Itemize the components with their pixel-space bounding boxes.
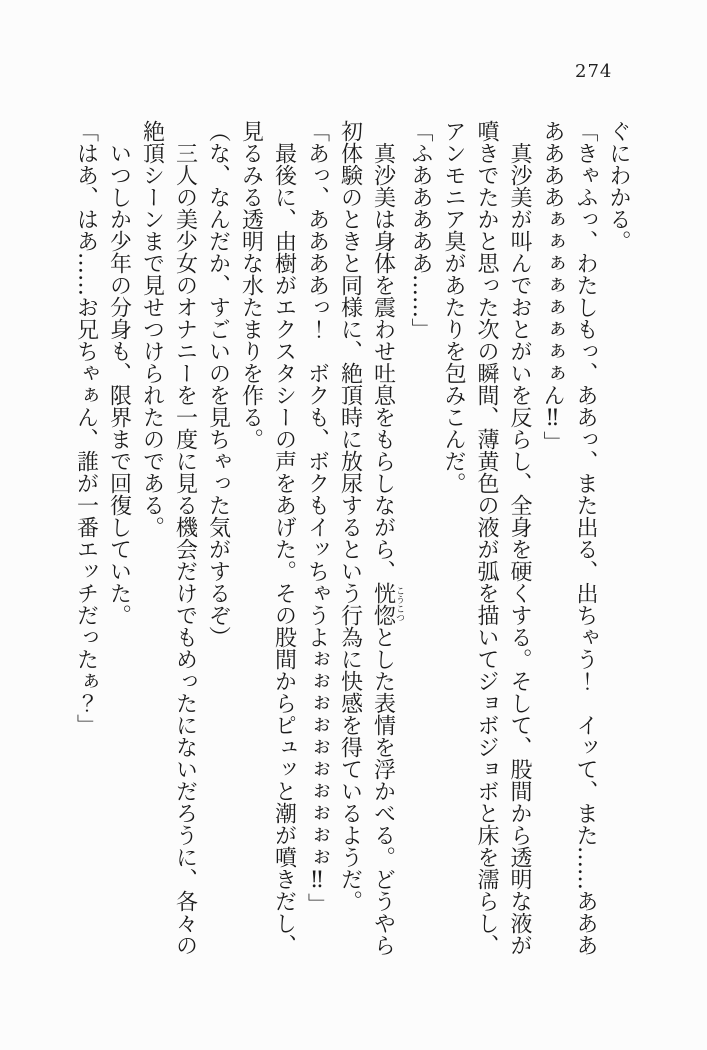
text-run-after-ruby: とした表情を浮かべる。どうやら初体験のときと同様に、絶頂時に放尿するという行為に快感を得ているようだ。 <box>337 120 396 956</box>
paragraph-dialogue-question: 「はあ、はあ……お兄ちゃぁん、誰が一番エッチだったぁ？」 <box>73 120 99 736</box>
furigana-ruby <box>370 582 404 626</box>
paragraph-narration: いつしか少年の分身も、限界まで回復していた。 <box>106 120 132 626</box>
paragraph-narration: 真沙美が叫んでおとがいを反らし、全身を硬くする。そして、股間から透明な液が噴きでたかと思った次の瞬間、薄黄色の液が弧を描いてジョボジョボと床を濡らし、アンモニア臭があたりを包みこんだ。 <box>441 120 532 956</box>
paragraph-dialogue-yuki-scream: 「あっ、ああああっ！ ボクも、ボクもイッちゃうよぉぉぉぉぉぉぉぉぉぉ‼」 <box>304 120 330 915</box>
paragraph-narration: 三人の美少女のオナニーを一度に見る機会だけでもめったにないだろうに、各々の絶頂シーンまで見せつけられたのである。 <box>139 120 198 956</box>
text-block <box>70 120 636 956</box>
paragraph-narration-with-ruby <box>334 120 405 956</box>
paragraph-inner-thought: （な、なんだか、すごいのを見ちゃった気がするぞ） <box>205 120 231 648</box>
paragraph-continuation: ぐにわかる。 <box>606 120 631 252</box>
paragraph-dialogue-sigh: 「ふあああああ……」 <box>408 120 433 340</box>
paragraph-narration: 最後に、由樹がエクスタシーの声をあげた。その股間からピュッと潮が噴きだし、見るみる透明な水たまりを作る。 <box>238 120 297 956</box>
paragraph-dialogue-masami-scream: 「きゃふっ、わたしもっ、ああっ、また出る、出ちゃう！ イッて、また……あああああああぁぁぁぁぁぁぁぁん‼」 <box>540 120 598 956</box>
text-run-before-ruby: 真沙美は身体を震わせ吐息をもらしながら、 <box>370 120 396 582</box>
ruby-reading: こうこつ <box>394 582 404 626</box>
ruby-base: 恍惚 <box>370 582 396 626</box>
page-number: 274 <box>575 61 613 82</box>
